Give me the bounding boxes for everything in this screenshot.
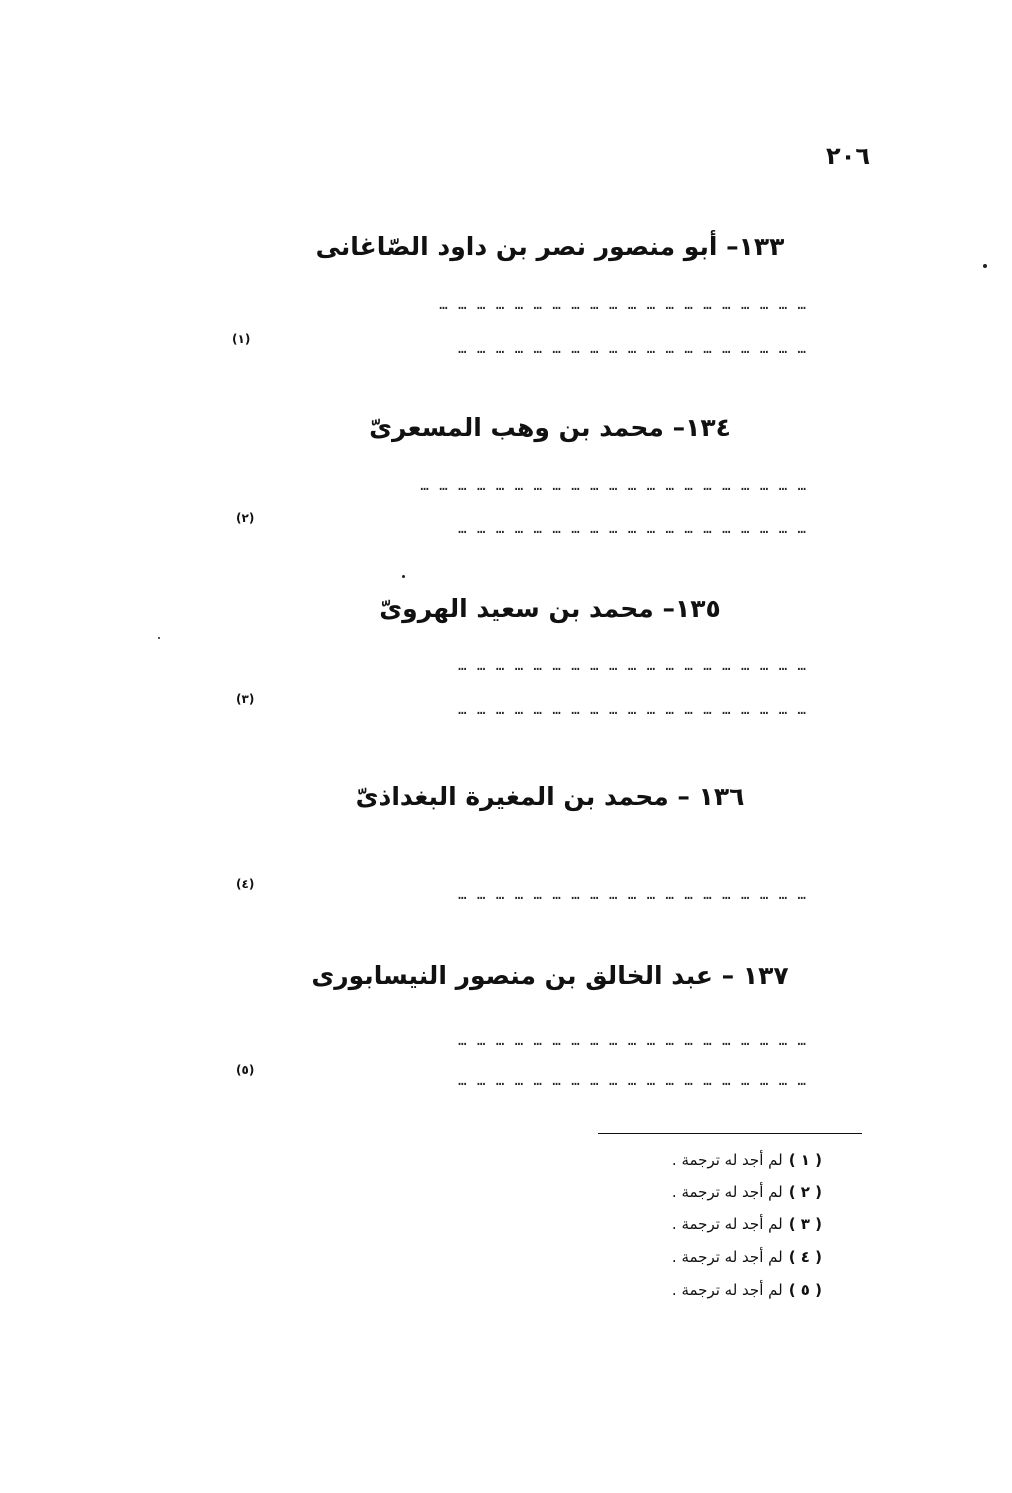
footnote-1 — [672, 1151, 822, 1169]
ellipsis-line: … … … … … … … … … … … … … … … … … … … — [458, 888, 807, 902]
footnote-number: ( ٣ ) — [788, 1215, 822, 1233]
ellipsis-line: … … … … … … … … … … … … … … … … … … … — [458, 1074, 807, 1088]
entry-title-134: ١٣٤– محمد بن وهب المسعرىّ — [369, 413, 731, 442]
footnote-marker-2: (٢) — [236, 511, 255, 525]
footnote-text: لم أجد له ترجمة . — [671, 1248, 783, 1266]
footnote-text: لم أجد له ترجمة . — [671, 1151, 783, 1169]
ellipsis-line: … … … … … … … … … … … … … … … … … … … — [458, 703, 807, 717]
footnote-number: ( ٢ ) — [788, 1183, 822, 1201]
footnote-text: لم أجد له ترجمة . — [671, 1183, 783, 1201]
ellipsis-line: … … … … … … … … … … … … … … … … … … … — [458, 659, 807, 673]
footnote-marker-1: (١) — [232, 332, 251, 346]
footnote-number: ( ٥ ) — [788, 1281, 822, 1299]
footnote-number: ( ١ ) — [788, 1151, 822, 1169]
ellipsis-line: … … … … … … … … … … … … … … … … … … … … … — [420, 479, 807, 493]
entry-title-136: ١٣٦ – محمد بن المغيرة البغداذىّ — [355, 782, 745, 811]
footnote-marker-5: (٥) — [236, 1063, 255, 1077]
footnote-number: ( ٤ ) — [788, 1248, 822, 1266]
entry-title-133: ١٣٣– أبو منصور نصر بن داود الصّاغانى — [315, 232, 785, 261]
footnote-text: لم أجد له ترجمة . — [671, 1215, 783, 1233]
ellipsis-line: … … … … … … … … … … … … … … … … … … … … — [439, 298, 807, 312]
footnote-marker-4: (٤) — [236, 877, 255, 891]
ellipsis-line: … … … … … … … … … … … … … … … … … … … — [458, 1034, 807, 1048]
footnote-5 — [672, 1281, 822, 1299]
footnote-2 — [672, 1183, 822, 1201]
footnote-marker-3: (٣) — [236, 692, 255, 706]
page-number: ٢٠٦ — [826, 142, 870, 170]
footnote-4 — [672, 1248, 822, 1266]
scan-speck — [983, 264, 987, 268]
footnote-text: لم أجد له ترجمة . — [671, 1281, 783, 1299]
scan-speck — [158, 637, 160, 639]
entry-title-135: ١٣٥– محمد بن سعيد الهروىّ — [379, 594, 721, 623]
footnote-separator — [598, 1133, 862, 1134]
footnote-3 — [672, 1215, 822, 1233]
ellipsis-line: … … … … … … … … … … … … … … … … … … … — [458, 342, 807, 356]
entry-title-137: ١٣٧ – عبد الخالق بن منصور النيسابورى — [311, 961, 789, 990]
scan-speck — [402, 575, 405, 578]
ellipsis-line: … … … … … … … … … … … … … … … … … … … — [458, 522, 807, 536]
